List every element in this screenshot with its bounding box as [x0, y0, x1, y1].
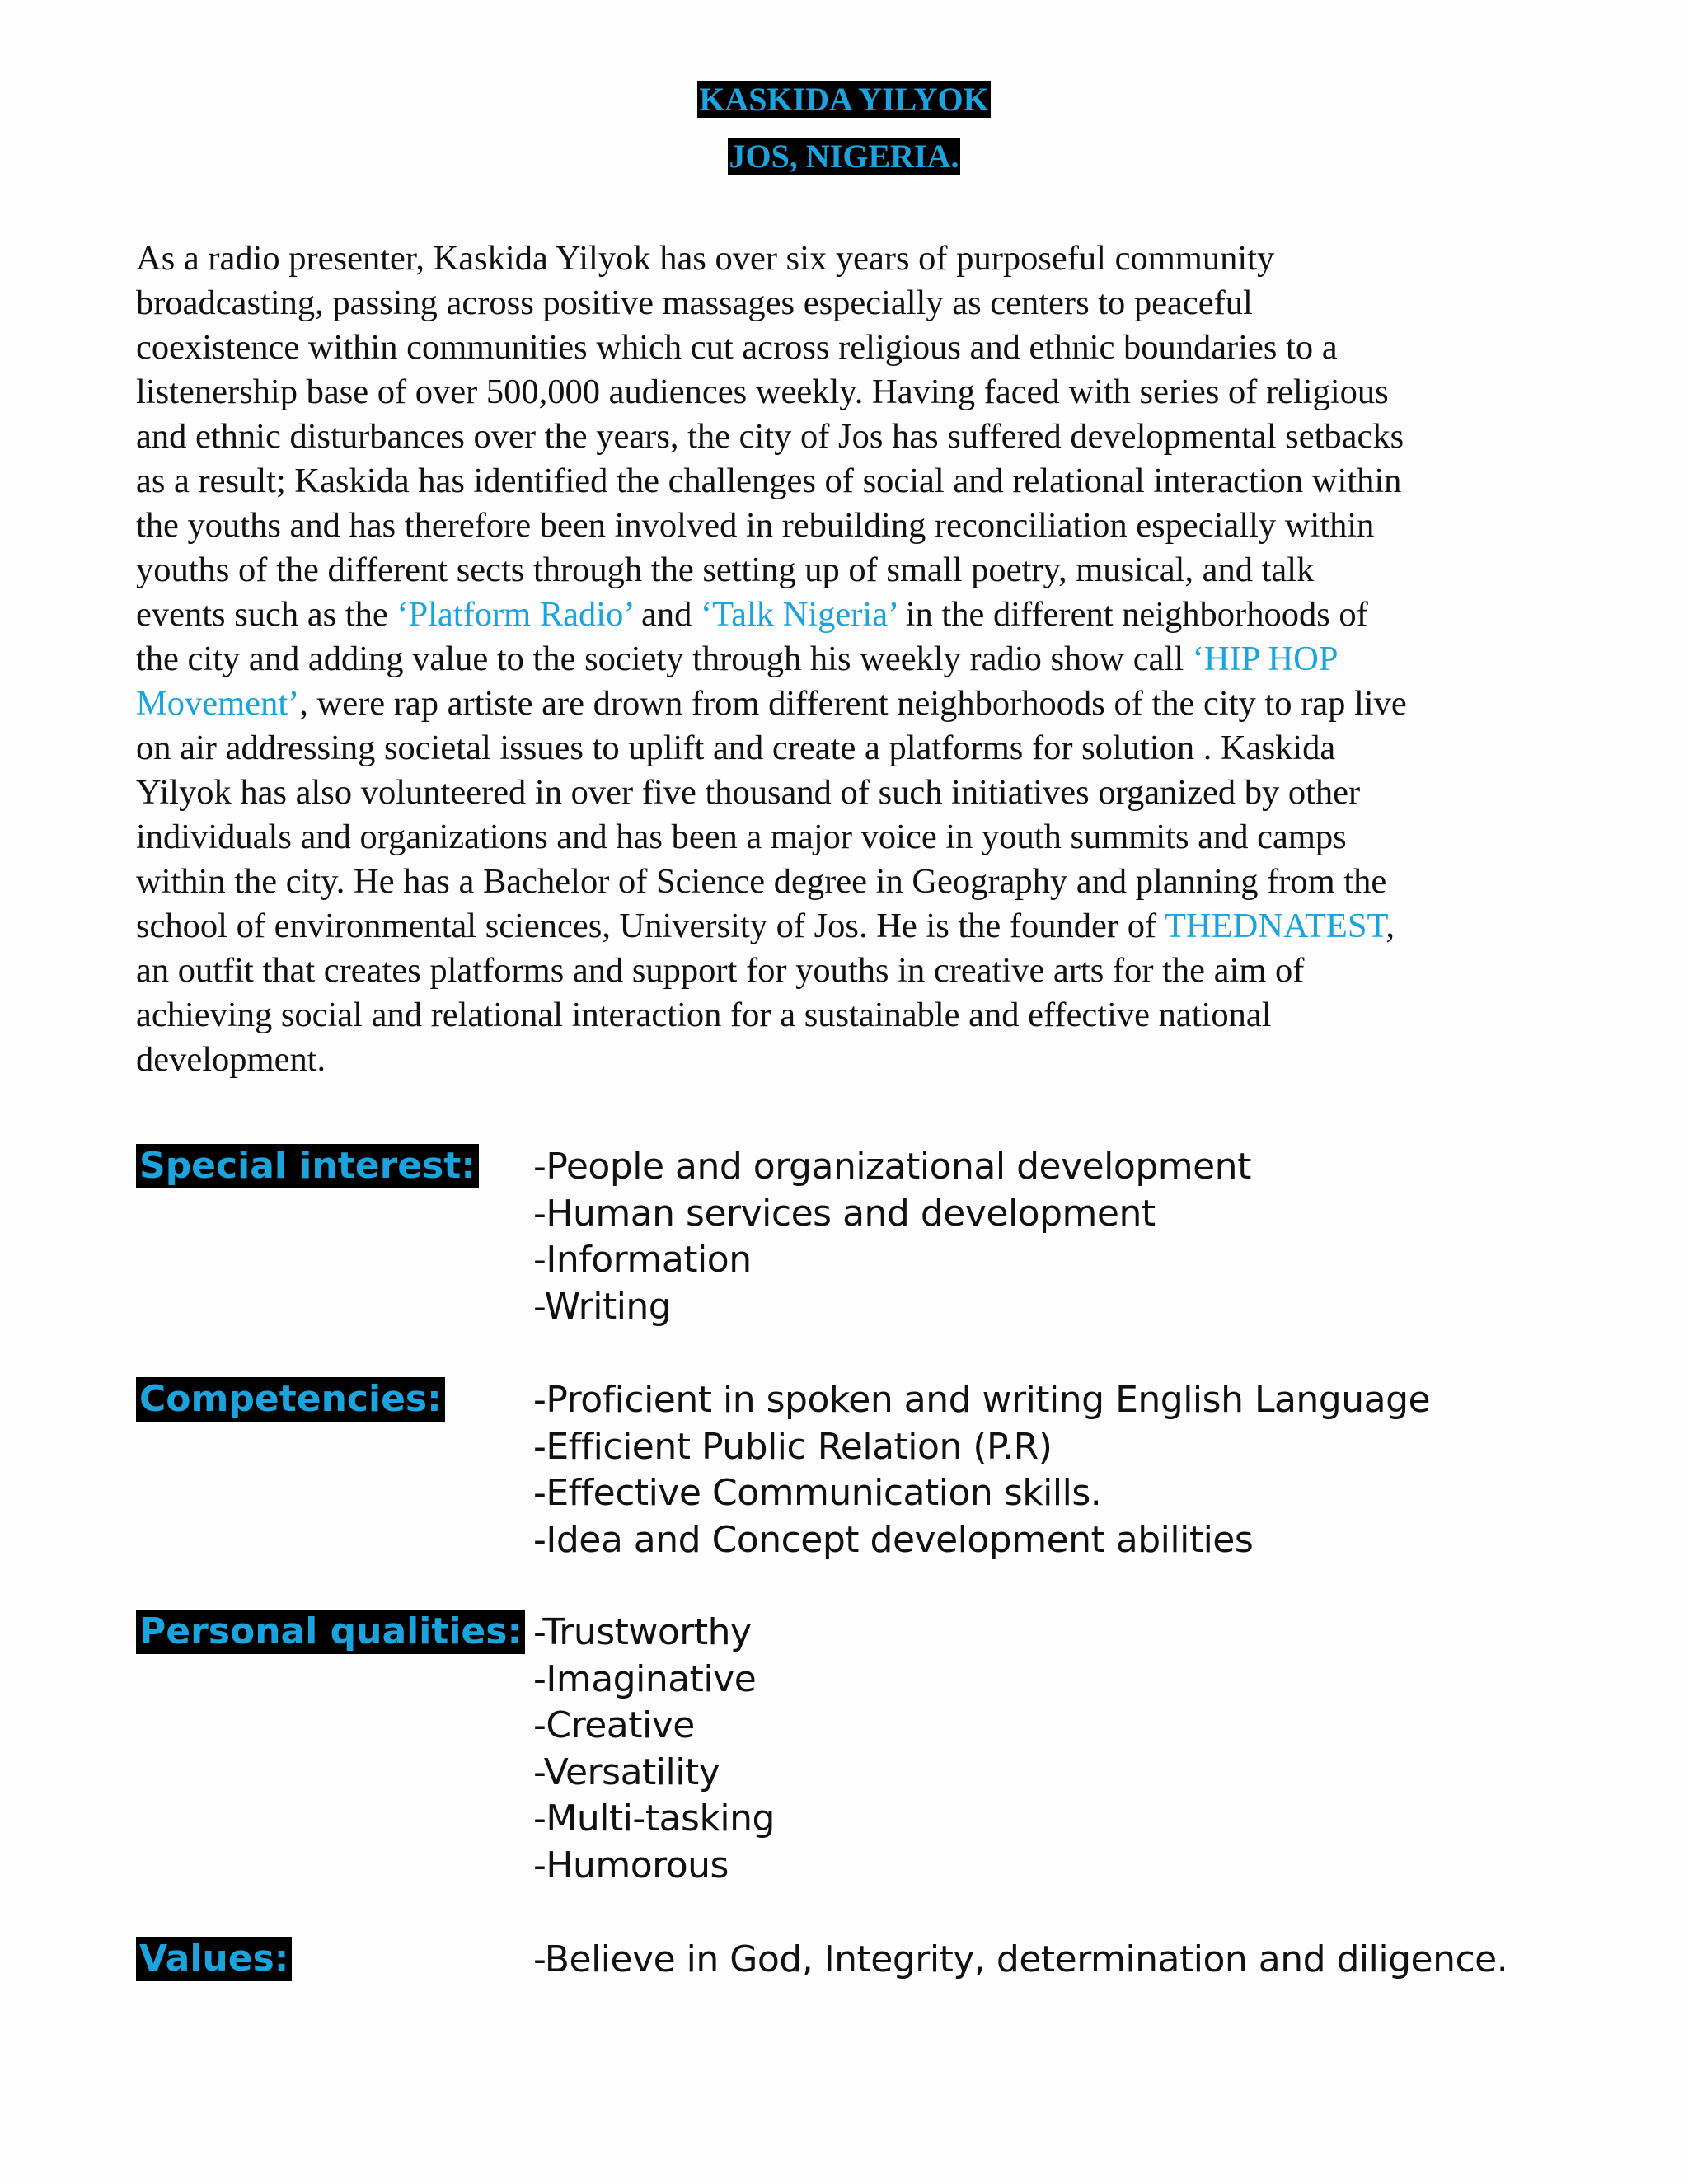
bio-text: As a radio presenter, Kaskida Yilyok has over six years of purposeful community broadcasting, passing across positive massages especially as centers to peaceful coexistence within communities which cut across religious and ethnic boundaries to a listenership base of over 500,000 audiences weekly. Having faced with series of religious and ethnic disturbances over the years, the city of Jos has suffered developmental setbacks as a result; Kaskida has identified the challenges of social and relational interaction within the youths and has therefore been involved in rebuilding reconciliation especially within youths of the different sects through the setting up of small poetry, musical, and talk events such as the — [136, 239, 1404, 634]
thednatest-link: THEDNATEST — [1164, 907, 1386, 945]
bio-text: in the different neighborhoods of the city and adding value to the society through his weekly radio show call — [136, 595, 1368, 678]
list-item: -Creative — [533, 1704, 695, 1746]
competencies-label: Competencies: — [136, 1377, 445, 1422]
list-item: -Effective Communication skills. — [533, 1472, 1102, 1514]
list-item: -Idea and Concept development abilities — [533, 1518, 1254, 1561]
bio-text: , an outfit that creates platforms and support for youths in creative arts for the aim of achieving social and relational interaction for a sustainable and effective national development. — [136, 907, 1395, 1079]
list-item: -Imaginative — [533, 1657, 757, 1700]
competencies-list — [533, 1377, 1430, 1563]
special-interest-label: Special interest: — [136, 1144, 479, 1188]
list-item: -People and organizational development — [533, 1146, 1251, 1188]
list-item: -Humorous — [533, 1844, 729, 1886]
values-label: Values: — [136, 1937, 292, 1981]
list-item: -Efficient Public Relation (P.R) — [533, 1425, 1053, 1468]
talk-nigeria-link: ‘Talk Nigeria’ — [700, 595, 898, 634]
list-item: -Writing — [533, 1285, 672, 1328]
personal-qualities-label: Personal qualities: — [136, 1610, 525, 1654]
values-list — [533, 1937, 1507, 1984]
list-item: -Trustworthy — [533, 1611, 752, 1653]
special-interest-list — [533, 1144, 1251, 1330]
list-item: -Human services and development — [533, 1192, 1156, 1235]
list-item: -Believe in God, Integrity, determination and diligence. — [533, 1938, 1508, 1980]
biography-paragraph — [136, 237, 1545, 1082]
list-item: -Multi-tasking — [533, 1797, 775, 1840]
hip-hop-movement-link: ‘HIP HOP Movement’ — [136, 640, 1339, 723]
personal-qualities-list — [533, 1610, 775, 1889]
list-item: -Versatility — [533, 1750, 720, 1793]
platform-radio-link: ‘Platform Radio’ — [396, 595, 633, 634]
person-name: KASKIDA YILYOK — [699, 81, 989, 118]
person-location: JOS, NIGERIA. — [729, 138, 959, 175]
bio-text: and — [632, 595, 701, 634]
bio-text: , were rap artiste are drown from different neighborhoods of the city to rap live on air addressing societal issues to uplift and create a platforms for solution . Kaskida Yilyok has also volunteered in over five thousand of such initiatives organized by other individuals and organizations and has been a major voice in youth summits and camps within the city. He has a Bachelor of Science degree in Geography and planning from the school of environmental sciences, University of Jos. He is the founder of — [136, 684, 1407, 945]
list-item: -Information — [533, 1239, 752, 1281]
list-item: -Proficient in spoken and writing English Language — [533, 1379, 1431, 1421]
document-header — [0, 71, 1688, 185]
